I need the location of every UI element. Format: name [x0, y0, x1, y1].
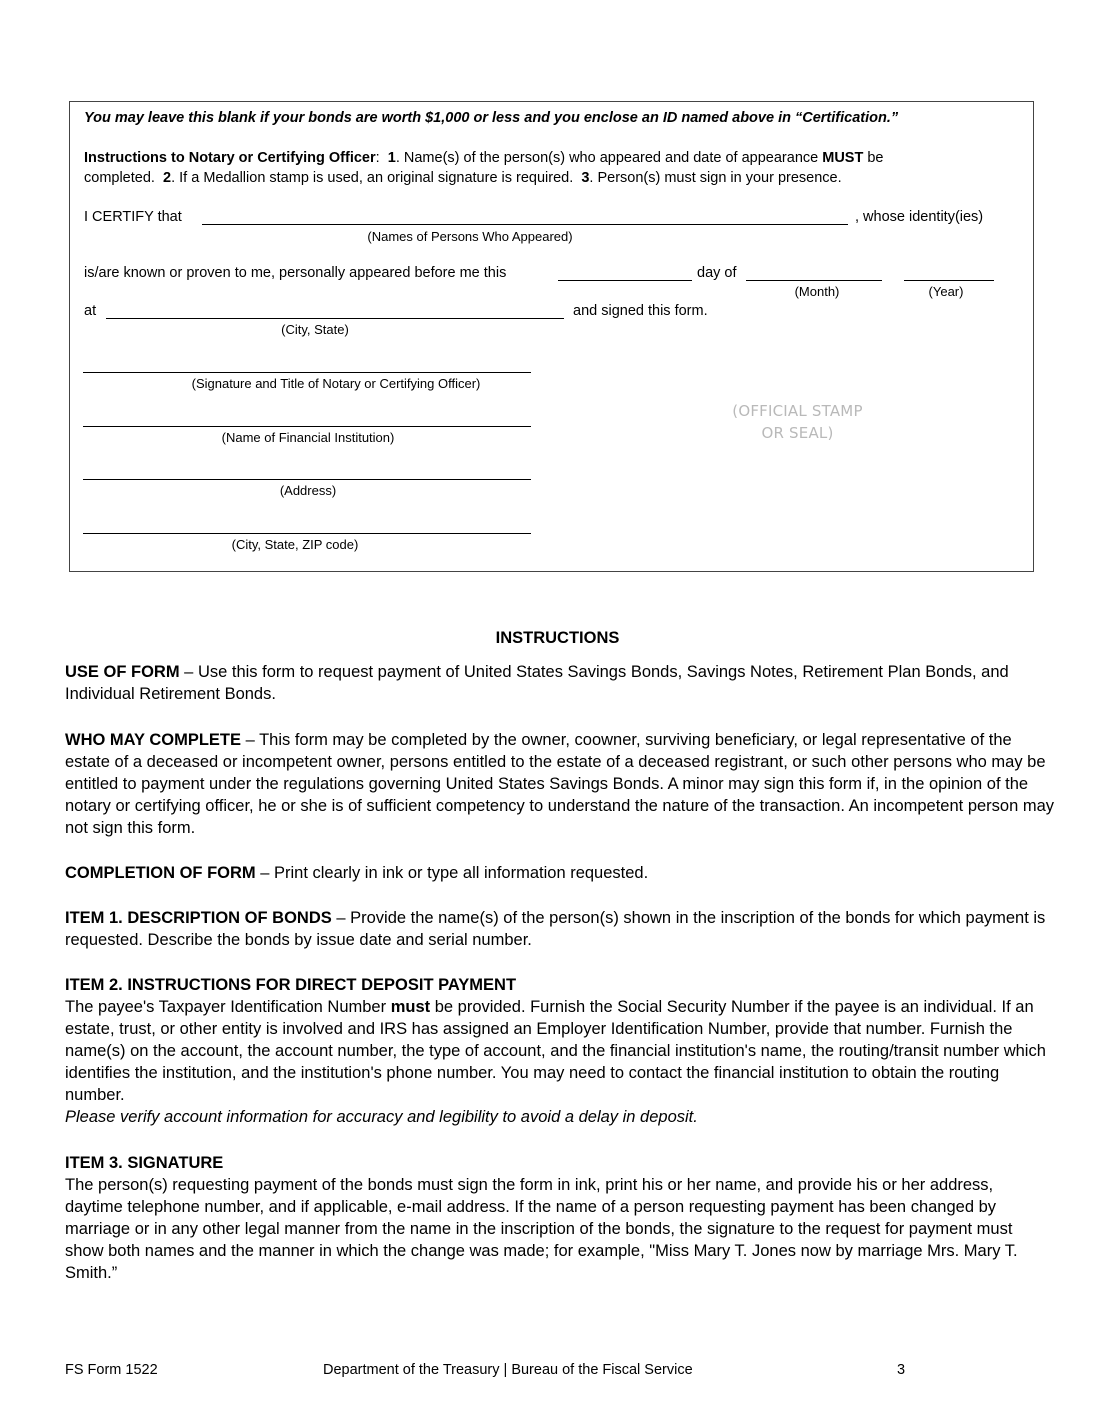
use-of-form-text: – Use this form to request payment of United States Savings Bonds, Savings Notes, Retirement Plan Bonds, and Individual Retirement Bonds.: [65, 663, 1009, 703]
item3-text: The person(s) requesting payment of the bonds must sign the form in ink, print his or her name, and provide his or her address, daytime telephone number, and if applicable, e-mail address. If the name of a person requesting payment has been changed by marriage or in any other legal manner from the name in the inscription of the bonds, the signature to the request for payment must show both names and the manner in which the change was made; for example, "Miss Mary T. Jones now by marriage Mrs. Mary T. Smith.”: [65, 1176, 1018, 1282]
official-stamp-placeholder: [705, 400, 890, 444]
month-caption: (Month): [794, 284, 840, 299]
instr-3-text: . Person(s) must sign in your presence.: [589, 170, 842, 186]
who-may-complete-text: – This form may be completed by the owner, coowner, surviving beneficiary, or legal representative of the estate of a deceased or incompetent owner, persons entitled to the estate of a deceased registrant, or such other persons who may be entitled to payment under the regulations governing United States Savings Bonds. A minor may sign this form if, in the opinion of the notary or certifying officer, he or she is of sufficient competency to understand the nature of the transaction. An incompetent person may not sign this form.: [65, 731, 1055, 837]
item3-paragraph: [65, 1152, 1055, 1284]
names-caption: (Names of Persons Who Appeared): [367, 229, 573, 244]
year-caption: (Year): [928, 284, 964, 299]
item1-text: – Provide the name(s) of the person(s) shown in the inscription of the bonds for which payment is requested. Describe the bonds by issue date and serial number.: [65, 909, 1046, 949]
notary-instructions: Instructions to Notary or Certifying Officer: 1. Name(s) of the person(s) who appeared and date of appearance MUST be completed. 2. If a Medallion stamp is used, an original signature is required. 3. Person(s) must sign in your presence.: [84, 150, 884, 186]
who-may-complete-label: WHO MAY COMPLETE: [65, 731, 242, 749]
city-state-field-line[interactable]: [106, 318, 564, 319]
month-field-line[interactable]: [746, 280, 882, 281]
day-field-line[interactable]: [558, 280, 692, 281]
stamp-line-1: (OFFICIAL STAMP: [732, 402, 863, 420]
instr-1-text: . Name(s) of the person(s) who appeared and date of appearance: [395, 150, 823, 166]
instr-1-number: 1: [387, 150, 396, 166]
institution-caption: (Name of Financial Institution): [221, 430, 395, 445]
institution-field-line[interactable]: [83, 426, 531, 427]
city-zip-field-line[interactable]: [83, 533, 531, 534]
item2-must: must: [390, 998, 431, 1016]
address-caption: (Address): [279, 483, 337, 498]
footer-form-name: FS Form 1522: [65, 1362, 158, 1378]
year-field-line[interactable]: [904, 280, 994, 281]
certify-suffix: , whose identity(ies): [855, 209, 984, 225]
item2-text: be provided. Furnish the Social Security Number if the payee is an individual. If an estate, trust, or other entity is involved and IRS has assigned an Employer Identification Number, provide that number. Furnish the name(s) on the account, the account number, the type of account, and the financial institution's name, the routing/transit number which identifies the institution, and the institution's phone number. You may need to contact the financial institution to obtain the routing number.: [65, 998, 1046, 1104]
notary-blank-note: You may leave this blank if your bonds are worth $1,000 or less and you enclose an ID named above in “Certification.”: [84, 110, 899, 126]
signature-field-line[interactable]: [83, 372, 531, 373]
instr-3-number: 3: [581, 170, 590, 186]
completion-label: COMPLETION OF FORM: [65, 864, 256, 882]
at-label: at: [84, 303, 97, 319]
item2-text-start: The payee's Taxpayer Identification Number: [65, 998, 391, 1016]
day-of-label: day of: [697, 265, 737, 281]
completion-paragraph: [65, 862, 1055, 884]
names-field-line[interactable]: [202, 224, 848, 225]
instructions-heading: INSTRUCTIONS: [495, 629, 620, 647]
certify-prefix: I CERTIFY that: [84, 209, 182, 225]
item2-paragraph: [65, 974, 1055, 1128]
item2-label: ITEM 2. INSTRUCTIONS FOR DIRECT DEPOSIT PAYMENT: [65, 976, 517, 994]
city-zip-caption: (City, State, ZIP code): [231, 537, 359, 552]
instr-2-number: 2: [163, 170, 172, 186]
known-text: is/are known or proven to me, personally appeared before me this: [84, 265, 507, 281]
city-state-caption: (City, State): [281, 322, 349, 337]
signature-caption: (Signature and Title of Notary or Certifying Officer): [191, 376, 481, 391]
use-of-form-label: USE OF FORM: [65, 663, 180, 681]
item2-italic-note: Please verify account information for accuracy and legibility to avoid a delay in deposit.: [65, 1108, 698, 1126]
item3-label: ITEM 3. SIGNATURE: [65, 1154, 224, 1172]
signed-text: and signed this form.: [573, 303, 708, 319]
instr-must: MUST: [822, 150, 864, 166]
address-field-line[interactable]: [83, 479, 531, 480]
item1-label: ITEM 1. DESCRIPTION OF BONDS: [65, 909, 332, 927]
completion-text: – Print clearly in ink or type all information requested.: [255, 864, 649, 882]
footer-department: Department of the Treasury | Bureau of the Fiscal Service: [323, 1362, 693, 1378]
item1-paragraph: [65, 907, 1055, 951]
use-of-form-paragraph: [65, 661, 1055, 705]
instr-1-tail: be: [863, 150, 884, 166]
instr-2-text: . If a Medallion stamp is used, an original signature is required.: [171, 170, 582, 186]
footer-page-number: 3: [897, 1362, 906, 1378]
stamp-line-2: OR SEAL): [761, 424, 834, 442]
who-may-complete-paragraph: [65, 729, 1055, 839]
instr-line2-start: completed.: [84, 170, 163, 186]
notary-instructions-label: Instructions to Notary or Certifying Officer: [84, 150, 376, 166]
